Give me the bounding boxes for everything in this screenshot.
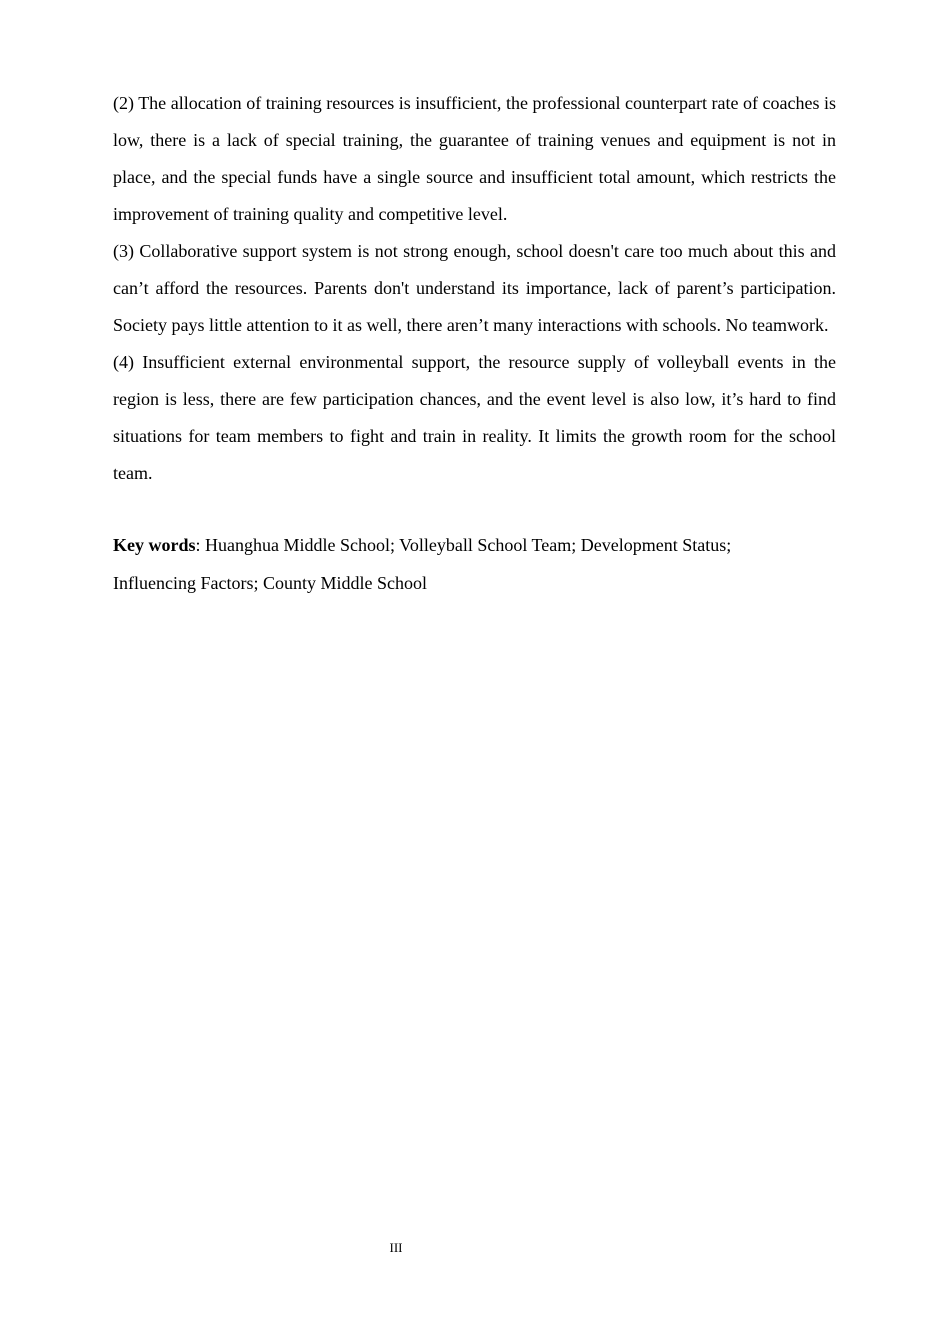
keywords-label: Key words	[113, 535, 196, 555]
paragraph-point-3: (3) Collaborative support system is not strong enough, school doesn't care too much about this and can’t afford the resources. Parents don't understand its importance, lack of parent’s participation. Society pays little attention to it as well, there aren’t many interactions with schools. No teamwork.	[113, 241, 836, 335]
page-number: III	[389, 1240, 403, 1255]
keywords-line	[113, 526, 836, 602]
keywords-text: Huanghua Middle School; Volleyball School Team; Development Status; Influencing Factors; County Middle School	[113, 535, 732, 593]
paragraph-point-4: (4) Insufficient external environmental support, the resource supply of volleyball events in the region is less, there are few participation chances, and the event level is also low, it’s hard to find situations for team members to fight and train in reality. It limits the growth room for the school team.	[113, 352, 836, 483]
paragraph-point-2: (2) The allocation of training resources is insufficient, the professional counterpart rate of coaches is low, there is a lack of special training, the guarantee of training venues and equipment is not in place, and the special funds have a single source and insufficient total amount, which restricts the improvement of training quality and competitive level.	[113, 93, 836, 224]
keywords-separator: :	[195, 535, 206, 555]
abstract-body	[113, 85, 836, 602]
